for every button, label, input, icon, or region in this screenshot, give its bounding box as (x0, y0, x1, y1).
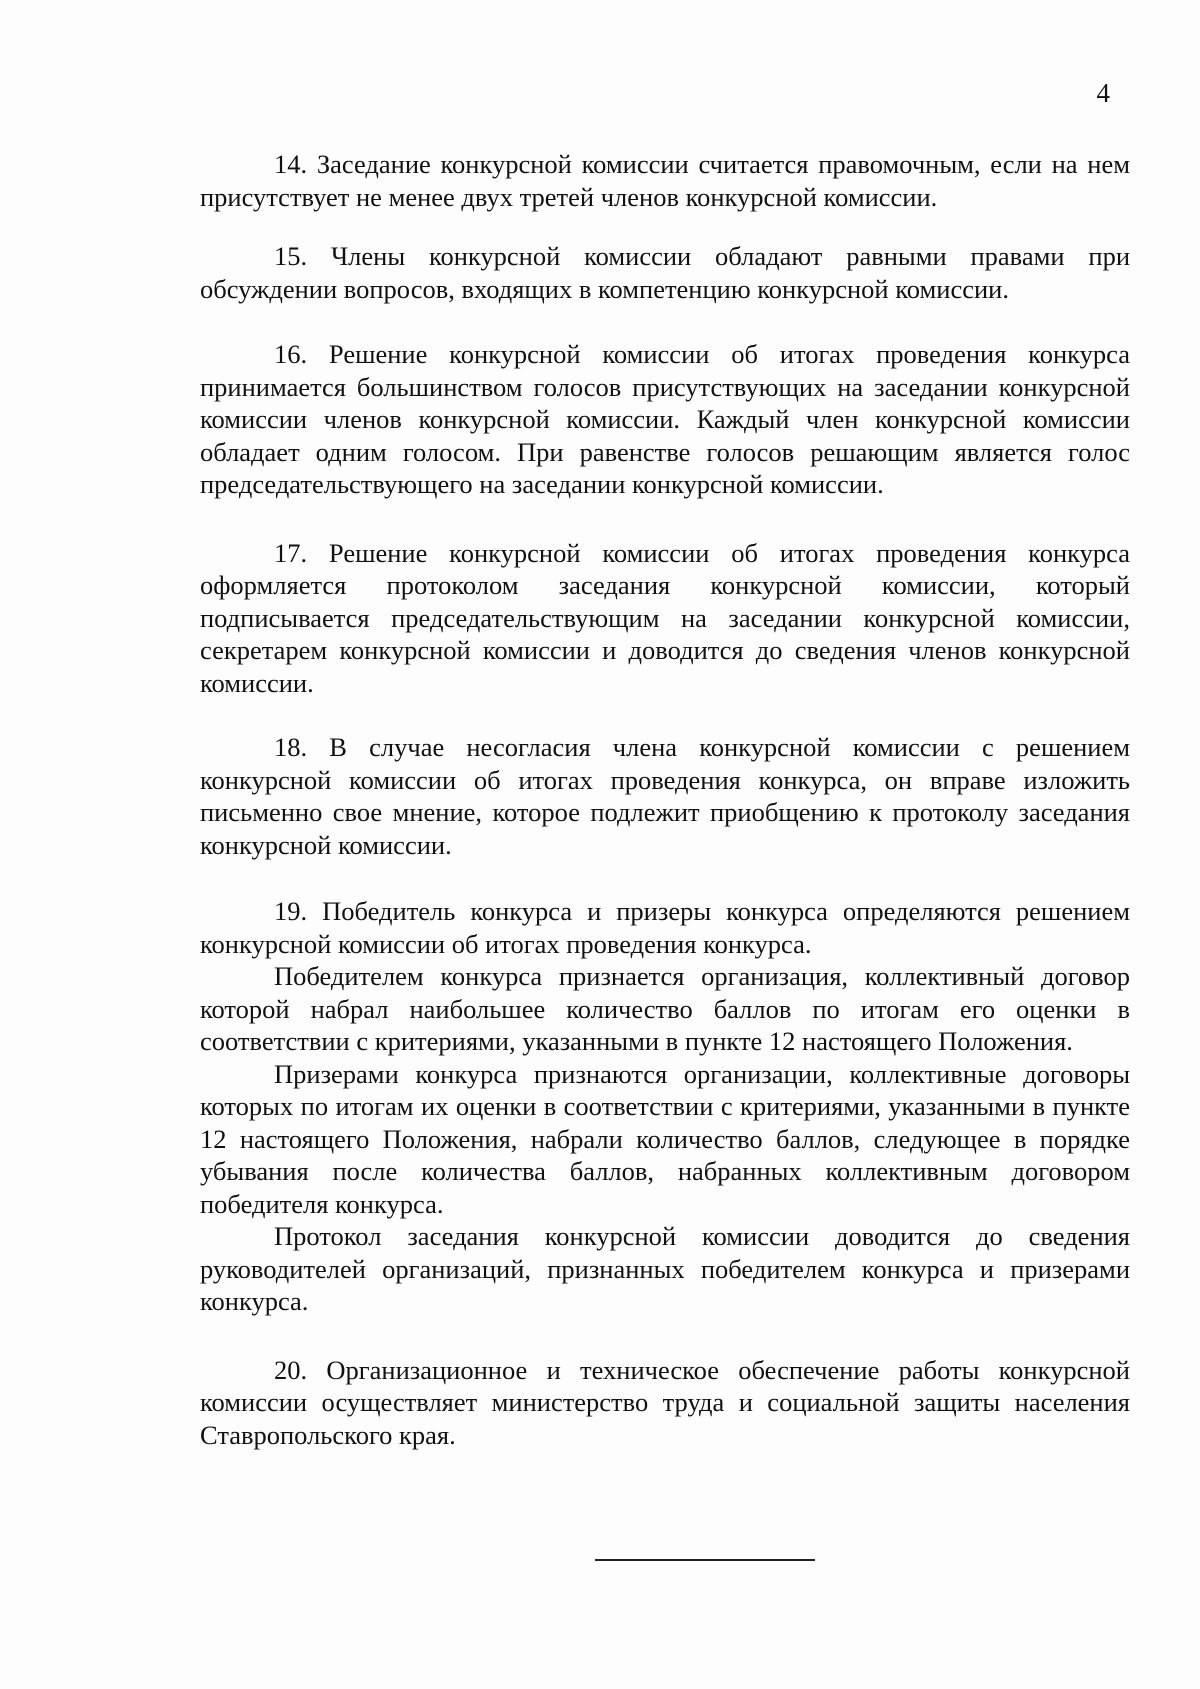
paragraph: 18. В случае несогласия члена конкурсной комиссии с решением конкурсной комиссии об итогах проведения конкурса, он вправе изложить письменно свое мнение, которое подлежит приобщению к протоколу заседания конкурсной комиссии. (200, 732, 1130, 860)
end-divider (595, 1559, 815, 1561)
section-17 (200, 537, 1130, 700)
paragraph: 17. Решение конкурсной комиссии об итогах проведения конкурса оформляется протоколом заседания конкурсной комиссии, который подписывается председательствующим на заседании конкурсной комиссии, секретарем конкурсной комиссии и доводится до сведения членов конкурсной комиссии. (200, 537, 1130, 698)
section-16 (200, 338, 1130, 501)
paragraph: Призерами конкурса признаются организации, коллективные договоры которых по итогам их оценки в соответствии с критериями, указанными в пункте 12 настоящего Положения, набрали количество баллов, следующее в порядке убывания после количества баллов, набранных коллективным договором победителя конкурса. (200, 1058, 1130, 1219)
paragraph: Протокол заседания конкурсной комиссии доводится до сведения руководителей организаций, признанных победителем конкурса и призерами конкурса. (200, 1221, 1130, 1316)
paragraph: 16. Решение конкурсной комиссии об итогах проведения конкурса принимается большинством голосов присутствующих на заседании конкурсной комиссии членов конкурсной комиссии. Каждый член конкурсной комиссии обладает одним голосом. При равенстве голосов решающим является голос председательствующего на заседании конкурсной комиссии. (200, 339, 1130, 499)
section-18 (200, 731, 1130, 861)
document-body (200, 148, 1130, 1481)
page-number: 4 (1096, 78, 1110, 108)
section-15 (200, 240, 1130, 305)
section-19 (200, 895, 1130, 1318)
section-14 (200, 148, 1130, 213)
paragraph: 14. Заседание конкурсной комиссии считается правомочным, если на нем присутствует не менее двух третей членов конкурсной комиссии. (200, 149, 1130, 212)
paragraph: 15. Члены конкурсной комиссии обладают равными правами при обсуждении вопросов, входящих в компетенцию конкурсной комиссии. (200, 241, 1130, 304)
section-20 (200, 1354, 1130, 1452)
paragraph: 19. Победитель конкурса и призеры конкурса определяются решением конкурсной комиссии об итогах проведения конкурса. (200, 896, 1130, 959)
paragraph: 20. Организационное и техническое обеспечение работы конкурсной комиссии осуществляет министерство труда и социальной защиты населения Ставропольского края. (200, 1354, 1130, 1450)
paragraph: Победителем конкурса признается организация, коллективный договор которой набрал наибольшее количество баллов по итогам его оценки в соответствии с критериями, указанными в пункте 12 настоящего Положения. (200, 961, 1130, 1056)
